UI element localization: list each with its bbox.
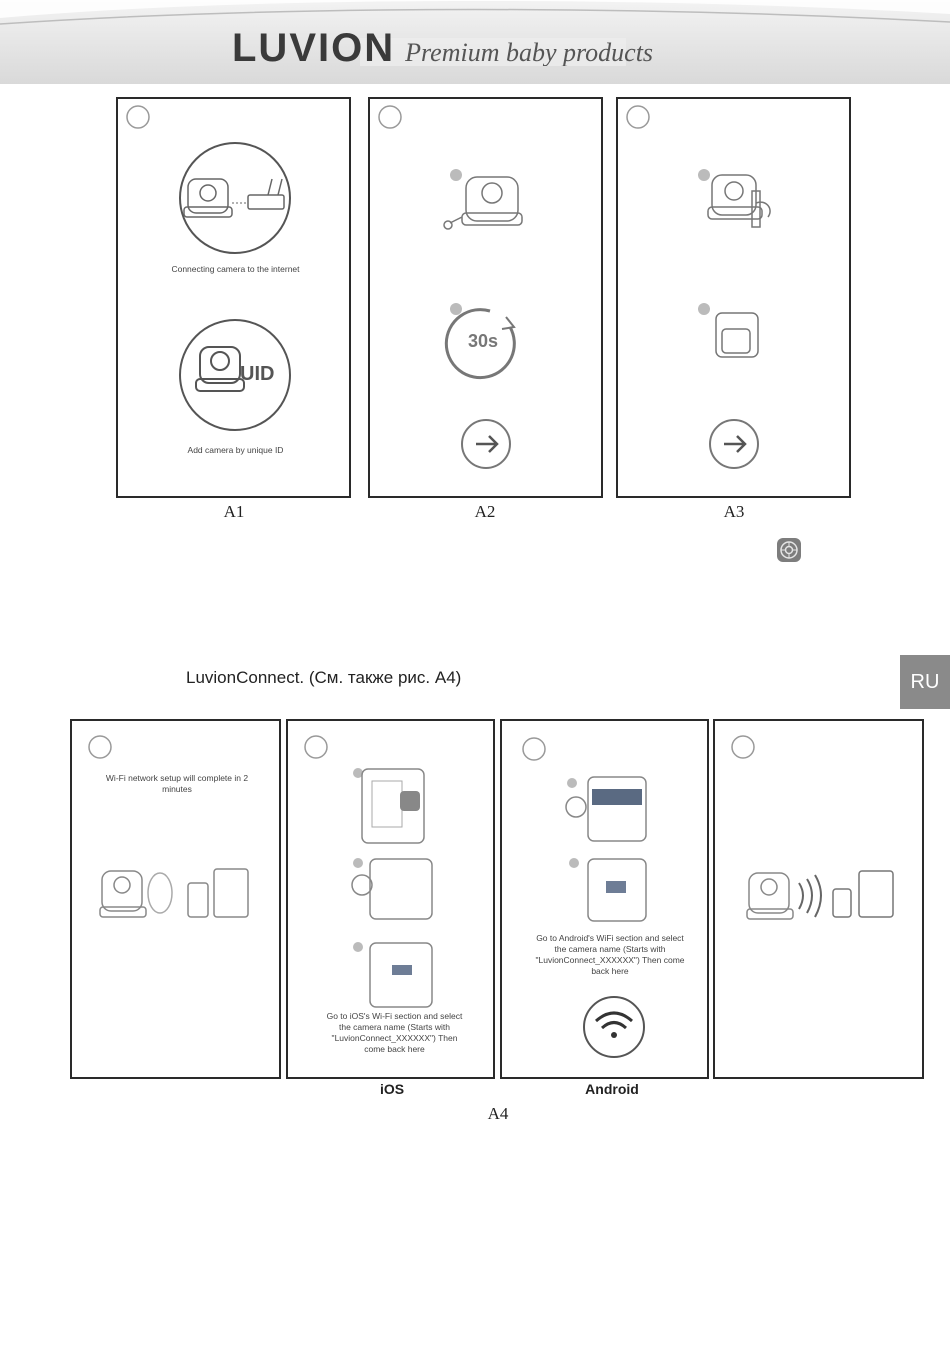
panel-a4-connecting [713,719,924,1079]
brand-name: LUVION [232,26,396,66]
wifi-setup-text: Wi-Fi network setup will complete in 2 minutes [105,773,249,794]
brand-logo [232,26,653,66]
caption-a4: A4 [487,1104,509,1123]
panel-a4-ios [286,719,495,1079]
panel-a4-wifi-setup [70,719,281,1079]
panel-a4-4-illustration [715,721,926,1081]
caption-a3: A3 [723,502,745,521]
panel-a3-illustration [618,99,853,500]
panel-a1 [116,97,351,498]
panel-a2-illustration [370,99,605,500]
brand-tagline: Premium baby products [405,38,654,66]
ios-label: iOS [379,1081,405,1097]
ios-instruction-text: Go to iOS's Wi-Fi section and select the camera name (Starts with "LuvionConnect_XXXXXX") Then come back here [326,1011,463,1054]
android-instruction-text: Go to Android's WiFi section and select the camera name (Starts with "LuvionConnect_XXXXXX") Then come back here [535,933,685,976]
connect-camera-text: Connecting camera to the internet [171,264,300,274]
panel-a2 [368,97,603,498]
body-paragraph: LuvionConnect. (См. также рис. A4) [186,668,462,687]
panel-a4-android-illustration [502,721,711,1081]
caption-a2: A2 [474,502,496,521]
header-band [0,0,950,84]
panel-a1-illustration [118,99,353,500]
panel-a4-android [500,719,709,1079]
panel-a3 [616,97,851,498]
uid-badge: UID [240,363,275,385]
caption-a1: A1 [223,502,245,521]
add-uid-text: Add camera by unique ID [187,445,284,455]
language-tab: RU [900,655,950,709]
reset-timer-text: 30s [468,331,499,351]
settings-gear-icon [777,538,801,562]
android-label: Android [585,1081,639,1097]
